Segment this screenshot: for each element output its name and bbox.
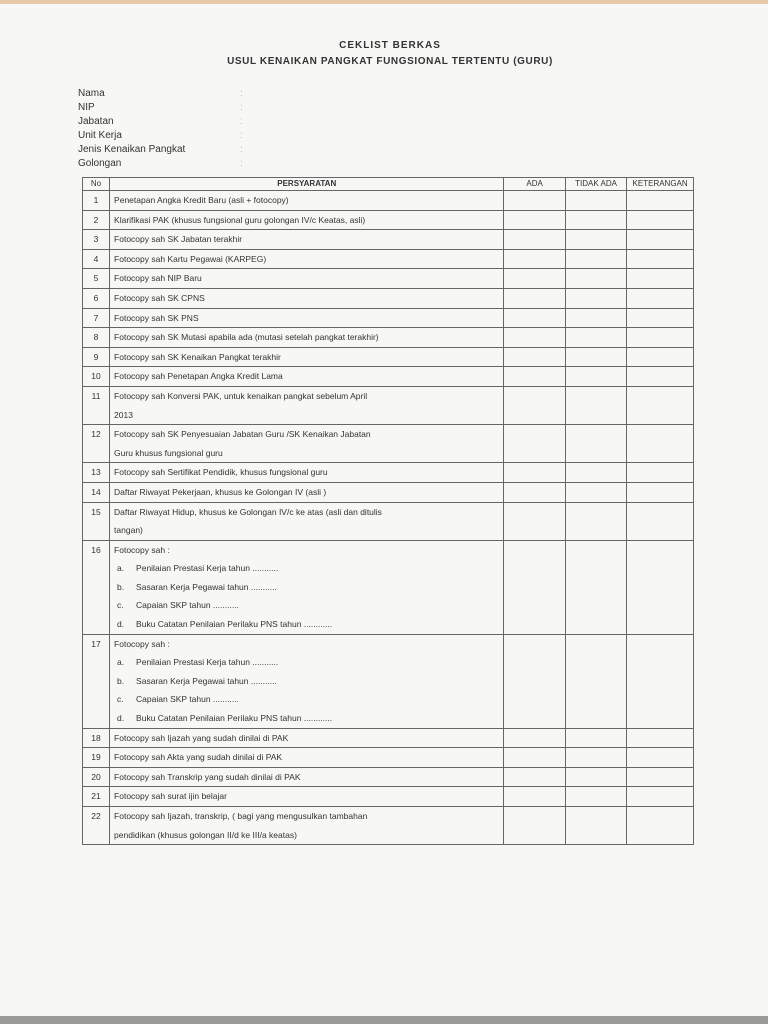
row-number: 14 <box>83 482 110 502</box>
ada-cell[interactable] <box>504 728 565 748</box>
subitem-text: Capaian SKP tahun ........... <box>136 600 239 611</box>
table-row <box>83 502 694 540</box>
table-row <box>83 269 694 289</box>
table-row <box>83 767 694 787</box>
requirement-subitem <box>114 690 499 709</box>
tidak-ada-cell[interactable] <box>565 367 626 387</box>
keterangan-cell[interactable] <box>627 634 694 728</box>
requirement-cell <box>110 288 504 308</box>
keterangan-cell[interactable] <box>627 347 694 367</box>
keterangan-cell[interactable] <box>627 502 694 540</box>
requirement-subitem <box>114 596 499 615</box>
row-number: 20 <box>83 767 110 787</box>
table-row <box>83 748 694 768</box>
row-number: 1 <box>83 191 110 211</box>
requirement-cell <box>110 308 504 328</box>
requirement-text: Fotocopy sah : <box>114 638 170 649</box>
row-number: 9 <box>83 347 110 367</box>
row-number: 5 <box>83 269 110 289</box>
tidak-ada-cell[interactable] <box>565 347 626 367</box>
keterangan-cell[interactable] <box>627 540 694 634</box>
requirement-cell <box>110 269 504 289</box>
subitem-text: Capaian SKP tahun ........... <box>136 694 239 705</box>
tidak-ada-cell[interactable] <box>565 425 626 463</box>
keterangan-cell[interactable] <box>627 288 694 308</box>
table-row <box>83 249 694 269</box>
tidak-ada-cell[interactable] <box>565 230 626 250</box>
requirement-cell <box>110 347 504 367</box>
requirement-cell <box>110 787 504 807</box>
keterangan-cell[interactable] <box>627 191 694 211</box>
page-top-edge <box>0 0 768 4</box>
identity-field-value: : <box>240 144 243 155</box>
requirement-text: Fotocopy sah Ijazah yang sudah dinilai di PAK <box>114 732 289 743</box>
requirement-cell <box>110 210 504 230</box>
identity-field <box>78 101 243 115</box>
identity-field-label: Golongan <box>78 158 122 169</box>
row-number: 6 <box>83 288 110 308</box>
requirement-cell <box>110 502 504 540</box>
requirement-text: Fotocopy sah SK Penyesuaian Jabatan Guru /SK Kenaikan Jabatan <box>114 429 371 440</box>
identity-field-value: : <box>240 102 243 113</box>
row-number: 17 <box>83 634 110 728</box>
requirement-cell <box>110 807 504 845</box>
table-header-row <box>83 178 694 191</box>
ada-cell[interactable] <box>504 787 565 807</box>
requirement-text: Penetapan Angka Kredit Baru (asli + fotocopy) <box>114 195 289 205</box>
requirement-text: Fotocopy sah : <box>114 544 170 555</box>
row-number: 11 <box>83 386 110 424</box>
requirement-subitem <box>114 559 499 578</box>
ada-cell[interactable] <box>504 230 565 250</box>
identity-field <box>78 129 243 143</box>
ada-cell[interactable] <box>504 191 565 211</box>
row-number: 8 <box>83 328 110 348</box>
subitem-text: Penilaian Prestasi Kerja tahun ........... <box>136 657 279 668</box>
tidak-ada-cell[interactable] <box>565 328 626 348</box>
row-number: 13 <box>83 463 110 483</box>
table-row <box>83 787 694 807</box>
requirement-text: Fotocopy sah SK CPNS <box>114 292 205 303</box>
requirement-text: Fotocopy sah Penetapan Angka Kredit Lama <box>114 371 283 382</box>
tidak-ada-cell[interactable] <box>565 767 626 787</box>
requirement-text: Fotocopy sah SK Kenaikan Pangkat terakhir <box>114 351 281 362</box>
subitem-letter: d. <box>117 619 125 630</box>
subitem-letter: a. <box>117 563 125 574</box>
tidak-ada-cell[interactable] <box>565 386 626 424</box>
requirement-cell <box>110 728 504 748</box>
row-number: 2 <box>83 210 110 230</box>
requirement-text: Fotocopy sah Kartu Pegawai (KARPEG) <box>114 253 267 264</box>
requirement-text: Fotocopy sah Transkrip yang sudah dinilai di PAK <box>114 771 301 782</box>
requirement-cell <box>110 748 504 768</box>
page-bottom-edge <box>0 1016 768 1024</box>
subitem-text: Buku Catatan Penilaian Perilaku PNS tahun ............ <box>136 713 333 724</box>
table-row <box>83 328 694 348</box>
tidak-ada-cell[interactable] <box>565 728 626 748</box>
ada-cell[interactable] <box>504 288 565 308</box>
requirement-text: Fotocopy sah surat ijin belajar <box>114 791 227 802</box>
keterangan-cell[interactable] <box>627 386 694 424</box>
header-tidak-ada: TIDAK ADA <box>565 178 626 191</box>
ada-cell[interactable] <box>504 269 565 289</box>
table-row <box>83 386 694 424</box>
keterangan-cell[interactable] <box>627 748 694 768</box>
requirement-subitem <box>114 709 499 728</box>
table-row <box>83 288 694 308</box>
requirement-text: tangan) <box>114 525 143 536</box>
checklist-body <box>83 191 694 845</box>
identity-field-label: NIP <box>78 102 95 113</box>
table-row <box>83 728 694 748</box>
keterangan-cell[interactable] <box>627 249 694 269</box>
table-row <box>83 191 694 211</box>
ada-cell[interactable] <box>504 367 565 387</box>
tidak-ada-cell[interactable] <box>565 249 626 269</box>
table-row <box>83 634 694 728</box>
identity-field-label: Jenis Kenaikan Pangkat <box>78 144 186 155</box>
identity-field-value: : <box>240 116 243 127</box>
requirement-cell <box>110 191 504 211</box>
requirement-text: Fotocopy sah SK Jabatan terakhir <box>114 234 243 245</box>
subitem-letter: c. <box>117 600 124 611</box>
header-ada: ADA <box>504 178 565 191</box>
subitem-text: Sasaran Kerja Pegawai tahun ........... <box>136 675 277 686</box>
subitem-letter: d. <box>117 713 125 724</box>
tidak-ada-cell[interactable] <box>565 482 626 502</box>
tidak-ada-cell[interactable] <box>565 634 626 728</box>
ada-cell[interactable] <box>504 767 565 787</box>
requirement-text: Klarifikasi PAK (khusus fungsional guru golongan IV/c Keatas, asli) <box>114 214 366 225</box>
requirement-text: Fotocopy sah Konversi PAK, untuk kenaikan pangkat sebelum April <box>114 390 368 401</box>
requirement-subitem <box>114 653 499 672</box>
subitem-letter: b. <box>117 675 125 686</box>
row-number: 21 <box>83 787 110 807</box>
requirement-text: 2013 <box>114 409 133 420</box>
tidak-ada-cell[interactable] <box>565 540 626 634</box>
requirement-text: Fotocopy sah SK PNS <box>114 312 199 323</box>
row-number: 16 <box>83 540 110 634</box>
row-number: 22 <box>83 807 110 845</box>
keterangan-cell[interactable] <box>627 807 694 845</box>
identity-field-value: : <box>240 88 243 99</box>
keterangan-cell[interactable] <box>627 367 694 387</box>
ada-cell[interactable] <box>504 425 565 463</box>
keterangan-cell[interactable] <box>627 482 694 502</box>
ada-cell[interactable] <box>504 482 565 502</box>
identity-field-value: : <box>240 158 243 169</box>
tidak-ada-cell[interactable] <box>565 269 626 289</box>
requirement-text: Daftar Riwayat Hidup, khusus ke Golongan IV/c ke atas (asli dan ditulis <box>114 506 382 517</box>
requirement-cell <box>110 767 504 787</box>
identity-field <box>78 143 243 157</box>
requirement-text: pendidikan (khusus golongan II/d ke III/a keatas) <box>114 829 297 840</box>
table-row <box>83 230 694 250</box>
requirement-cell <box>110 367 504 387</box>
tidak-ada-cell[interactable] <box>565 463 626 483</box>
ada-cell[interactable] <box>504 347 565 367</box>
requirement-cell <box>110 540 504 634</box>
requirement-text: Fotocopy sah Sertifikat Pendidik, khusus fungsional guru <box>114 467 328 478</box>
requirement-subitem <box>114 672 499 691</box>
identity-field-value: : <box>240 130 243 141</box>
keterangan-cell[interactable] <box>627 328 694 348</box>
header-no: No <box>83 178 110 191</box>
requirement-subitem <box>114 578 499 597</box>
requirement-subitem <box>114 615 499 634</box>
tidak-ada-cell[interactable] <box>565 191 626 211</box>
tidak-ada-cell[interactable] <box>565 308 626 328</box>
requirement-cell <box>110 249 504 269</box>
requirement-cell <box>110 425 504 463</box>
requirement-cell <box>110 328 504 348</box>
header-keterangan: KETERANGAN <box>627 178 694 191</box>
table-row <box>83 308 694 328</box>
subitem-letter: b. <box>117 581 125 592</box>
subitem-text: Sasaran Kerja Pegawai tahun ........... <box>136 581 277 592</box>
keterangan-cell[interactable] <box>627 269 694 289</box>
ada-cell[interactable] <box>504 807 565 845</box>
subitem-text: Buku Catatan Penilaian Perilaku PNS tahun ............ <box>136 619 333 630</box>
checklist-table <box>82 177 694 845</box>
requirement-text: Daftar Riwayat Pekerjaan, khusus ke Golongan IV (asli ) <box>114 486 327 497</box>
row-number: 7 <box>83 308 110 328</box>
ada-cell[interactable] <box>504 328 565 348</box>
identity-field <box>78 87 243 101</box>
ada-cell[interactable] <box>504 210 565 230</box>
ada-cell[interactable] <box>504 463 565 483</box>
ada-cell[interactable] <box>504 540 565 634</box>
header-persyaratan: PERSYARATAN <box>110 178 504 191</box>
requirement-cell <box>110 230 504 250</box>
row-number: 3 <box>83 230 110 250</box>
row-number: 15 <box>83 502 110 540</box>
ada-cell[interactable] <box>504 386 565 424</box>
document-subtitle: USUL KENAIKAN PANGKAT FUNGSIONAL TERTENTU (GURU) <box>227 56 553 67</box>
subitem-letter: c. <box>117 694 124 705</box>
ada-cell[interactable] <box>504 748 565 768</box>
table-row <box>83 540 694 634</box>
requirement-text: Fotocopy sah NIP Baru <box>114 273 202 284</box>
requirement-text: Fotocopy sah Ijazah, transkrip, ( bagi yang mengusulkan tambahan <box>114 811 368 821</box>
document-title: CEKLIST BERKAS <box>339 40 441 51</box>
row-number: 10 <box>83 367 110 387</box>
identity-field <box>78 157 243 171</box>
table-row <box>83 425 694 463</box>
table-row <box>83 807 694 845</box>
identity-field-label: Nama <box>78 88 105 99</box>
requirement-cell <box>110 482 504 502</box>
requirement-cell <box>110 634 504 728</box>
table-row <box>83 482 694 502</box>
identity-fields <box>78 87 243 171</box>
document-header <box>150 40 630 67</box>
table-row <box>83 347 694 367</box>
requirement-text: Guru khusus fungsional guru <box>114 447 223 458</box>
table-row <box>83 463 694 483</box>
row-number: 12 <box>83 425 110 463</box>
keterangan-cell[interactable] <box>627 463 694 483</box>
tidak-ada-cell[interactable] <box>565 748 626 768</box>
keterangan-cell[interactable] <box>627 425 694 463</box>
keterangan-cell[interactable] <box>627 787 694 807</box>
keterangan-cell[interactable] <box>627 230 694 250</box>
keterangan-cell[interactable] <box>627 767 694 787</box>
ada-cell[interactable] <box>504 249 565 269</box>
row-number: 4 <box>83 249 110 269</box>
tidak-ada-cell[interactable] <box>565 787 626 807</box>
requirement-cell <box>110 463 504 483</box>
tidak-ada-cell[interactable] <box>565 210 626 230</box>
keterangan-cell[interactable] <box>627 308 694 328</box>
identity-field-label: Jabatan <box>78 116 114 127</box>
subitem-letter: a. <box>117 657 125 668</box>
tidak-ada-cell[interactable] <box>565 807 626 845</box>
row-number: 19 <box>83 748 110 768</box>
ada-cell[interactable] <box>504 634 565 728</box>
keterangan-cell[interactable] <box>627 210 694 230</box>
row-number: 18 <box>83 728 110 748</box>
requirement-text: Fotocopy sah Akta yang sudah dinilai di PAK <box>114 752 283 763</box>
ada-cell[interactable] <box>504 308 565 328</box>
requirement-text: Fotocopy sah SK Mutasi apabila ada (mutasi setelah pangkat terakhir) <box>114 332 379 343</box>
identity-field <box>78 115 243 129</box>
keterangan-cell[interactable] <box>627 728 694 748</box>
ada-cell[interactable] <box>504 502 565 540</box>
table-row <box>83 210 694 230</box>
table-row <box>83 367 694 387</box>
subitem-text: Penilaian Prestasi Kerja tahun ........... <box>136 563 279 574</box>
requirement-cell <box>110 386 504 424</box>
identity-field-label: Unit Kerja <box>78 130 122 141</box>
tidak-ada-cell[interactable] <box>565 288 626 308</box>
tidak-ada-cell[interactable] <box>565 502 626 540</box>
